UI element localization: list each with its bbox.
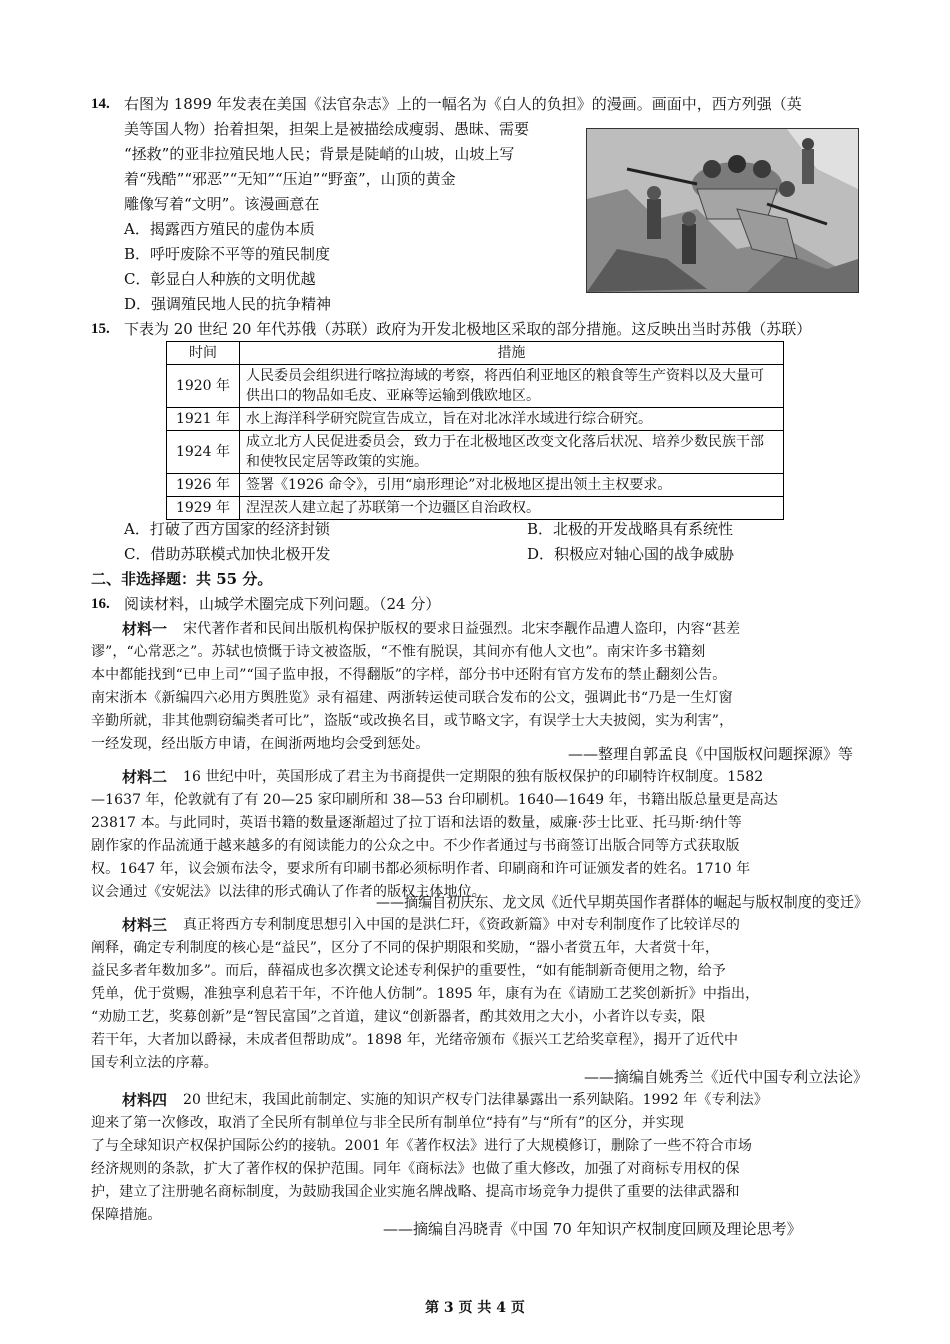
table-header-measures: 措施: [240, 342, 784, 365]
material-3-line: 若干年，大者加以爵禄，未成者但帮助成”。1898 年，光绪帝颁布《振兴工艺给奖章程》，揭开了近代中: [91, 1032, 739, 1048]
material-2-line: 16 世纪中叶，英国形成了君主为书商提供一定期限的独有版权保护的印刷特许权制度。1582: [183, 769, 764, 785]
table-cell-measure: 水上海洋科学研究院宣告成立，旨在对北冰洋水域进行综合研究。: [240, 408, 784, 431]
table-cell-year: 1921 年: [167, 408, 240, 431]
table-cell-measure: 涅涅茨人建立起了苏联第一个边疆区自治政权。: [240, 497, 784, 520]
q15-option-a: A．打破了西方国家的经济封锁: [124, 520, 330, 538]
material-3-line: “劝励工艺，奖募创新”是“智民富国”之首道，建议“创新器者，酌其效用之大小，小者许以专卖，限: [91, 1009, 706, 1025]
material-1-line: 南宋浙本《新编四六必用方舆胜览》录有福建、两浙转运使司联合发布的公文，强调此书“乃是一生灯窗: [91, 690, 733, 706]
material-3-line: 益民多者年数加多”。而后，薛福成也多次撰文论述专利保护的重要性，“如有能制新奇便用之物，给予: [91, 963, 726, 979]
q15-option-b: B．北极的开发战略具有系统性: [527, 520, 734, 538]
material-4-line: 迎来了第一次修改，取消了全民所有制单位与非全民所有制单位“持有”与“所有”的区分，并实现: [91, 1115, 685, 1131]
measures-table: [166, 341, 784, 520]
table-row: [167, 497, 784, 520]
material-3-line: 国专利立法的序幕。: [91, 1055, 218, 1071]
table-cell-year: 1929 年: [167, 497, 240, 520]
q14-line-4: 着“残酷”“邪恶”“无知”“压迫”“野蛮”，山顶的黄金: [124, 170, 456, 188]
material-2-line: —1637 年，伦敦就有了有 20—25 家印刷所和 38—53 台印刷机。1640—1649 年，书籍出版总量更是高达: [91, 792, 778, 808]
table-cell-year: 1920 年: [167, 365, 240, 408]
material-3-line: 真正将西方专利制度思想引入中国的是洪仁玕，《资政新篇》中对专利制度作了比较详尽的: [183, 917, 740, 933]
table-cell-measure: 人民委员会组织进行喀拉海域的考察，将西伯利亚地区的粮食等生产资料以及大量可供出口的物品如毛皮、亚麻等运输到俄欧地区。: [240, 365, 784, 408]
table-row: [167, 408, 784, 431]
table-cell-year: 1924 年: [167, 431, 240, 474]
table-header-row: [167, 342, 784, 365]
q14-option-b: B．呼吁废除不平等的殖民制度: [124, 245, 331, 263]
q15-option-c: C．借助苏联模式加快北极开发: [124, 545, 331, 563]
material-4-label: 材料四: [122, 1091, 168, 1109]
q14-option-c: C．彰显白人种族的文明优越: [124, 270, 316, 288]
table-row: [167, 365, 784, 408]
material-4-source: ——摘编自冯晓青《中国 70 年知识产权制度回顾及理论思考》: [383, 1220, 802, 1238]
table-cell-measure: 签署《1926 命令》，引用“扇形理论”对北极地区提出领土主权要求。: [240, 474, 784, 497]
q14-option-d: D．强调殖民地人民的抗争精神: [124, 295, 332, 313]
material-2-line: 23817 本。与此同时，英语书籍的数量逐渐超过了拉丁语和法语的数量，威廉·莎士比亚、托马斯·纳什等: [91, 815, 742, 831]
material-4-line: 保障措施。: [91, 1207, 162, 1223]
material-2-line: 权。1647 年，议会颁布法令，要求所有印刷书都必须标明作者、印刷商和许可证颁发者的姓名。1710 年: [91, 861, 751, 877]
q16-stem: 阅读材料，山城学术圈完成下列问题。（24 分）: [124, 595, 441, 613]
material-1-line: 一经发现，经出版方申请，在闽浙两地均会受到惩处。: [91, 736, 430, 752]
material-1-line: 宋代著作者和民间出版机构保护版权的要求日益强烈。北宋李觏作品遭人盗印，内容“甚差: [183, 621, 741, 637]
table-row: [167, 474, 784, 497]
material-4-line: 了与全球知识产权保护国际公约的接轨。2001 年《著作权法》进行了大规模修订，删除了一些不符合市场: [91, 1138, 752, 1154]
q14-number: 14.: [91, 96, 110, 112]
material-2-source: ——摘编自初庆东、龙文凤《近代早期英国作者群体的崛起与版权制度的变迁》: [376, 893, 868, 911]
table-cell-year: 1926 年: [167, 474, 240, 497]
material-4-line: 经济规则的条款，扩大了著作权的保护范围。同年《商标法》也做了重大修改，加强了对商标专用权的保: [91, 1161, 740, 1177]
section-heading: 二、非选择题：共 55 分。: [91, 570, 273, 588]
material-2-line: 剧作家的作品流通于越来越多的有阅读能力的公众之中。不少作者通过与书商签订出版合同等方式获取版: [91, 838, 740, 854]
page-number-footer: 第 3 页 共 4 页: [425, 1300, 525, 1316]
material-1-line: 辛勤所就，非其他剽窃编类者可比”，盗版“或改换名目，或节略文字，有误学士大夫披阅，实为利害”，: [91, 713, 734, 729]
material-3-line: 阐释，确定专利制度的核心是“益民”，区分了不同的保护期限和奖励，“器小者赏五年，大者赏十年，: [91, 940, 720, 956]
q15-number: 15.: [91, 321, 110, 337]
material-2-line: 议会通过《安妮法》以法律的形式确认了作者的版权主体地位。: [91, 884, 486, 900]
material-2-label: 材料二: [122, 768, 168, 786]
table-row: [167, 431, 784, 474]
q15-stem: 下表为 20 世纪 20 年代苏俄（苏联）政府为开发北极地区采取的部分措施。这反映出当时苏俄（苏联）: [124, 320, 812, 338]
q14-line-1: 右图为 1899 年发表在美国《法官杂志》上的一幅名为《白人的负担》的漫画。画面中，西方列强（英: [124, 95, 802, 113]
material-3-label: 材料三: [122, 916, 168, 934]
q14-line-5: 雕像写着“文明”。该漫画意在: [124, 195, 320, 213]
q16-number: 16.: [91, 596, 110, 612]
white-mans-burden-cartoon-image: [586, 128, 859, 293]
table-header-time: 时间: [167, 342, 240, 365]
q15-option-d: D．积极应对轴心国的战争威胁: [527, 545, 735, 563]
material-3-line: 凭单，优于赏赐，准独享利息若干年，不许他人仿制”。1895 年，康有为在《请励工艺奖创新折》中指出，: [91, 986, 760, 1002]
q14-option-a: A．揭露西方殖民的虚伪本质: [124, 220, 315, 238]
q14-line-3: “拯救”的亚非拉殖民地人民；背景是陡峭的山坡，山坡上写: [124, 145, 515, 163]
material-4-line: 护，建立了注册驰名商标制度，为鼓励我国企业实施名牌战略、提高市场竞争力提供了重要的法律武器和: [91, 1184, 740, 1200]
material-1-label: 材料一: [122, 620, 168, 638]
material-1-line: 谬”，“心常恶之”。苏轼也愤慨于诗文被盗版，“不惟有脱误，其间亦有他人文也”。南宋许多书籍刻: [91, 644, 706, 660]
material-4-line: 20 世纪末，我国此前制定、实施的知识产权专门法律暴露出一系列缺陷。1992 年《专利法》: [183, 1092, 768, 1108]
material-1-source: ——整理自郭孟良《中国版权问题探源》等: [568, 745, 854, 763]
material-1-line: 本中都能找到“已申上司”“国子监申报，不得翻版”的字样，部分书中还附有官方发布的禁止翻刻公告。: [91, 667, 727, 683]
q14-line-2: 美等国人物）抬着担架，担架上是被描绘成瘦弱、愚昧、需要: [124, 120, 530, 138]
material-3-source: ——摘编自姚秀兰《近代中国专利立法论》: [584, 1068, 869, 1086]
table-cell-measure: 成立北方人民促进委员会，致力于在北极地区改变文化落后状况、培养少数民族干部和使牧民定居等政策的实施。: [240, 431, 784, 474]
